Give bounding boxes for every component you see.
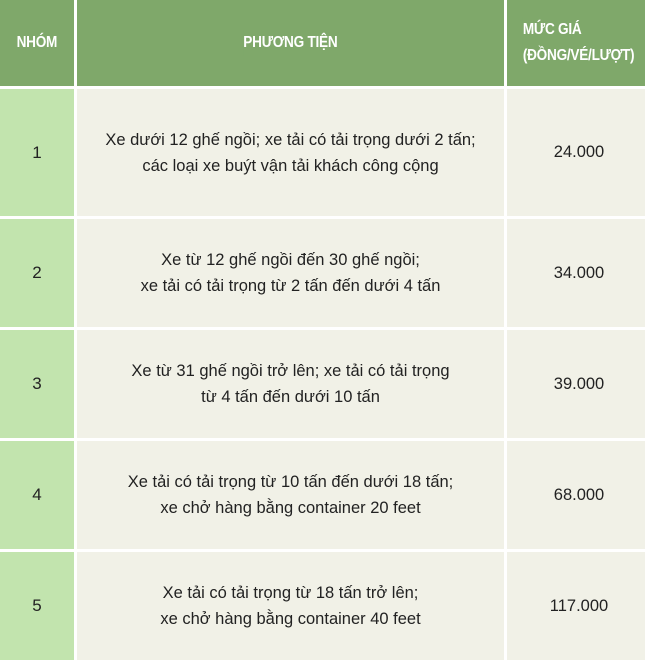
- group-number: 2: [0, 219, 74, 327]
- vehicle-description: [77, 219, 504, 327]
- header-vehicle: PHƯƠNG TIỆN: [243, 30, 337, 56]
- header-price: [523, 17, 634, 69]
- price-value: 39.000: [507, 330, 645, 438]
- vehicle-line: Xe tải có tải trọng từ 18 tấn trở lên;: [162, 584, 419, 602]
- header-price-cell: [507, 0, 645, 86]
- price-value: 117.000: [507, 552, 645, 660]
- vehicle-line: Xe từ 31 ghế ngồi trở lên; xe tải có tải trọng: [131, 362, 450, 380]
- header-vehicle-cell: [77, 0, 504, 86]
- group-number: 3: [0, 330, 74, 438]
- price-value: 68.000: [507, 441, 645, 549]
- vehicle-description: [77, 89, 504, 216]
- vehicle-line: xe tải có tải trọng từ 2 tấn đến dưới 4 tấn: [140, 277, 441, 295]
- vehicle-description: [77, 441, 504, 549]
- vehicle-description: [77, 330, 504, 438]
- vehicle-line: xe chở hàng bằng container 20 feet: [160, 499, 421, 517]
- vehicle-line: Xe dưới 12 ghế ngồi; xe tải có tải trọng dưới 2 tấn;: [105, 130, 476, 149]
- vehicle-description: [77, 552, 504, 660]
- vehicle-line: các loại xe buýt vận tải khách công cộng: [142, 156, 439, 175]
- header-group: NHÓM: [17, 30, 58, 56]
- header-price-unit: (ĐỒNG/VÉ/LƯỢT): [523, 47, 635, 64]
- header-price-title: MỨC GIÁ: [523, 21, 582, 38]
- group-number: 1: [0, 89, 74, 216]
- group-number: 5: [0, 552, 74, 660]
- vehicle-line: Xe từ 12 ghế ngồi đến 30 ghế ngồi;: [161, 251, 420, 269]
- price-value: 34.000: [507, 219, 645, 327]
- vehicle-line: xe chở hàng bằng container 40 feet: [160, 610, 421, 628]
- group-number: 4: [0, 441, 74, 549]
- price-value: 24.000: [507, 89, 645, 216]
- vehicle-line: Xe tải có tải trọng từ 10 tấn đến dưới 18 tấn;: [127, 473, 454, 491]
- header-group-cell: [0, 0, 74, 86]
- vehicle-line: từ 4 tấn đến dưới 10 tấn: [201, 388, 380, 406]
